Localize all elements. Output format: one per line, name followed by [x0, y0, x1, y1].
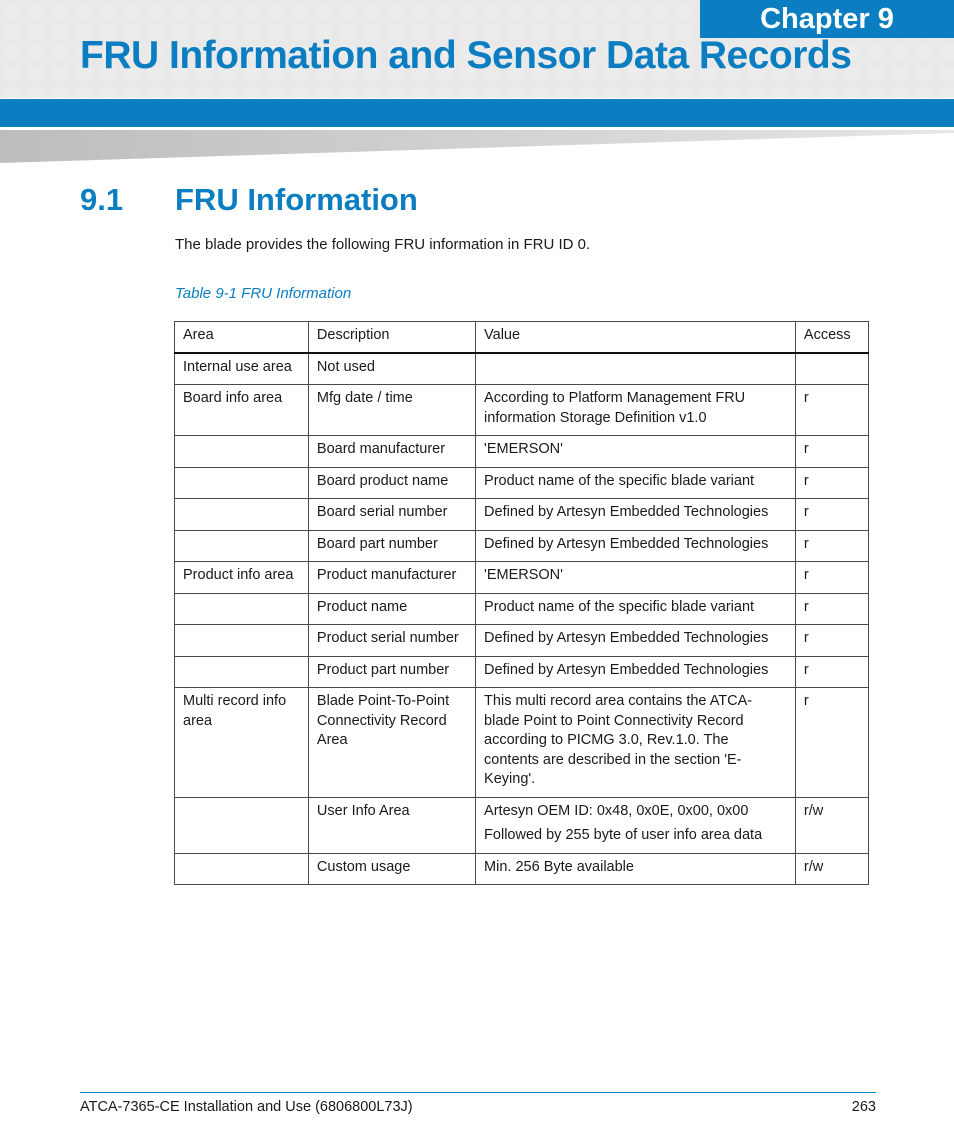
- cell-value-line: According to Platform Management FRU information Storage Definition v1.0: [484, 390, 746, 426]
- cell-value: [476, 562, 796, 594]
- cell-value-line: 'EMERSON': [484, 567, 563, 583]
- cell-access: r: [795, 467, 868, 499]
- cell-area: [175, 436, 309, 468]
- cell-value: [476, 385, 796, 436]
- cell-description: Product part number: [308, 656, 475, 688]
- cell-area: [175, 797, 309, 853]
- table-header-row: [175, 322, 869, 353]
- cell-value-line: Defined by Artesyn Embedded Technologies: [484, 661, 769, 678]
- cell-description: Product manufacturer: [308, 562, 475, 594]
- cell-value-line: Artesyn OEM ID: 0x48, 0x0E, 0x00, 0x00: [484, 802, 749, 819]
- cell-description: Mfg date / time: [308, 385, 475, 436]
- cell-value-line: 'EMERSON': [484, 441, 563, 457]
- header-blue-band: [0, 99, 954, 127]
- fru-information-table: [174, 321, 869, 885]
- cell-description: User Info Area: [308, 797, 475, 853]
- table-row: [175, 530, 869, 562]
- cell-area: [175, 499, 309, 531]
- table-row: [175, 656, 869, 688]
- table-row: [175, 688, 869, 798]
- footer-document-title: ATCA-7365-CE Installation and Use (6806800L73J): [80, 1099, 413, 1115]
- cell-value: [476, 593, 796, 625]
- column-header-value: Value: [476, 322, 796, 353]
- footer-rule: [80, 1092, 876, 1093]
- table-row: [175, 625, 869, 657]
- cell-description: Product serial number: [308, 625, 475, 657]
- cell-value: [476, 436, 796, 468]
- cell-area: [175, 593, 309, 625]
- cell-area: Multi record info area: [175, 688, 309, 798]
- table-row: [175, 797, 869, 853]
- cell-value: [476, 530, 796, 562]
- section-number: 9.1: [80, 182, 124, 217]
- cell-area: Internal use area: [175, 353, 309, 385]
- table-row: [175, 562, 869, 594]
- table-row: [175, 853, 869, 885]
- cell-value-line: This multi record area contains the ATCA-blade Point to Point Connectivity Record according to PICMG 3.0, Rev.1.0. The contents are described in the section 'E-Keying'.: [484, 693, 753, 787]
- chapter-title: FRU Information and Sensor Data Records: [80, 34, 852, 77]
- column-header-description: Description: [308, 322, 475, 353]
- header-gray-wedge: [0, 130, 954, 164]
- cell-access: r: [795, 656, 868, 688]
- table-row: [175, 436, 869, 468]
- cell-description: Board manufacturer: [308, 436, 475, 468]
- cell-access: r: [795, 530, 868, 562]
- cell-value-line: Defined by Artesyn Embedded Technologies: [484, 535, 769, 552]
- table-row: [175, 499, 869, 531]
- cell-access: r/w: [795, 797, 868, 853]
- cell-value-line: Min. 256 Byte available: [484, 858, 634, 875]
- cell-access: r: [795, 593, 868, 625]
- cell-area: [175, 853, 309, 885]
- table-row: [175, 353, 869, 385]
- cell-value-line: Defined by Artesyn Embedded Technologies: [484, 504, 769, 520]
- table-row: [175, 467, 869, 499]
- table-row: [175, 385, 869, 436]
- cell-access: r/w: [795, 853, 868, 885]
- cell-value: [476, 688, 796, 798]
- column-header-area: Area: [175, 322, 309, 353]
- cell-area: [175, 530, 309, 562]
- cell-description: Board serial number: [308, 499, 475, 531]
- cell-description: Board part number: [308, 530, 475, 562]
- section-title: FRU Information: [175, 182, 418, 217]
- cell-access: r: [795, 688, 868, 798]
- cell-access: r: [795, 436, 868, 468]
- cell-value: [476, 353, 796, 385]
- cell-area: [175, 467, 309, 499]
- cell-value: [476, 656, 796, 688]
- cell-value: [476, 499, 796, 531]
- cell-value-line: Defined by Artesyn Embedded Technologies: [484, 630, 769, 646]
- chapter-label: Chapter 9: [700, 0, 954, 38]
- cell-description: Product name: [308, 593, 475, 625]
- page-number: 263: [851, 1099, 876, 1115]
- intro-paragraph: The blade provides the following FRU information in FRU ID 0.: [175, 236, 591, 253]
- cell-value-line: Product name of the specific blade variant: [484, 472, 755, 489]
- cell-access: r: [795, 385, 868, 436]
- column-header-access: Access: [795, 322, 868, 353]
- cell-access: r: [795, 562, 868, 594]
- cell-access: r: [795, 625, 868, 657]
- cell-description: Blade Point-To-Point Connectivity Record Area: [308, 688, 475, 798]
- cell-area: [175, 625, 309, 657]
- cell-area: [175, 656, 309, 688]
- section-heading: [80, 182, 418, 218]
- cell-value: [476, 467, 796, 499]
- cell-value: [476, 625, 796, 657]
- cell-value-line: Followed by 255 byte of user info area data: [484, 827, 763, 843]
- cell-description: Not used: [308, 353, 475, 385]
- cell-value: [476, 853, 796, 885]
- cell-access: r: [795, 499, 868, 531]
- cell-area: Product info area: [175, 562, 309, 594]
- table-row: [175, 593, 869, 625]
- cell-area: Board info area: [175, 385, 309, 436]
- cell-value-line: Product name of the specific blade variant: [484, 598, 755, 615]
- table-caption: Table 9-1 FRU Information: [175, 285, 352, 302]
- cell-description: Custom usage: [308, 853, 475, 885]
- cell-access: [795, 353, 868, 385]
- cell-description: Board product name: [308, 467, 475, 499]
- cell-value: [476, 797, 796, 853]
